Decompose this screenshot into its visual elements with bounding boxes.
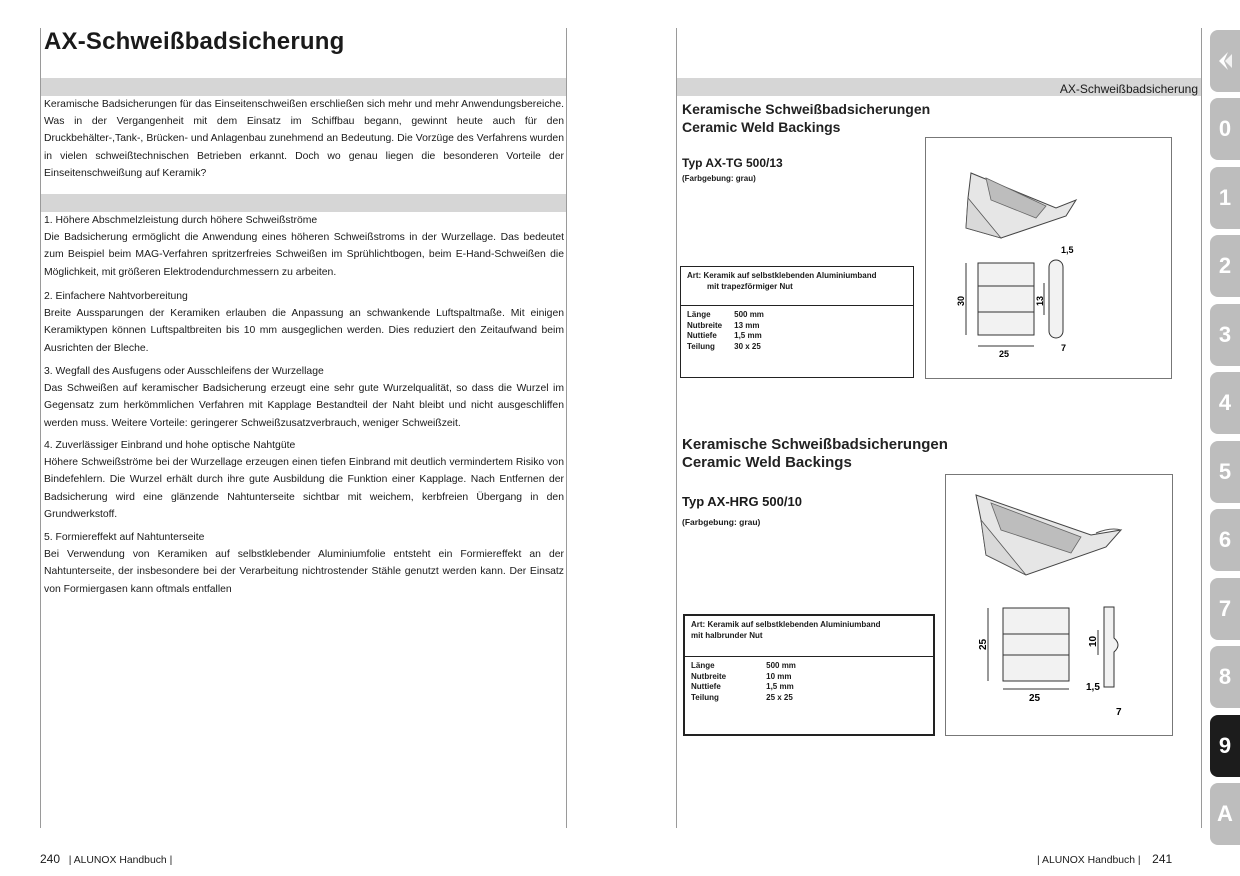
tab-chapter-6[interactable] (1210, 509, 1240, 571)
product-1-art (681, 267, 913, 295)
dim-thick: 7 (1061, 343, 1067, 353)
product-1-specbox (680, 266, 914, 378)
tab-logo[interactable] (1210, 30, 1240, 92)
product-2-color: (Farbgebung: grau) (682, 517, 761, 527)
product-1-type: Typ AX-TG 500/13 (682, 156, 783, 170)
product-2-title-de: Keramische Schweißbadsicherungen (682, 436, 948, 453)
spec-label: Länge (691, 661, 715, 670)
table-row (691, 693, 808, 704)
product-2-art-line2: mit halbrunder Nut (691, 631, 763, 640)
section-3-text: Das Schweißen auf keramischer Badsicherung erzeugt eine sehr gute Wurzelqualität, so dass die Wurzel im Gegensatz zum herkömmlichen Verfahren mit Kapplage Bestandteil der Naht bleibt und nicht ausgeschliffen werden muss. Weitere Vorteile: geringerer Schweißzusatzverbrauch, weniger Schweißzeit. (44, 383, 564, 429)
table-row (687, 310, 776, 321)
section-1-text: Die Badsicherung ermöglicht die Anwendung eines höheren Schweißstroms in der Wurzellage. Das bedeutet zum Beispiel beim MAG-Verfahren spritzerfreies Schweißen im Sprühlichtbogen, beim E-Hand-Schweißen die Möglichkeit, mit größeren Elektrodendurchmessern zu arbeiten. (44, 232, 564, 278)
dim-groove: 10 (1088, 635, 1099, 647)
tab-chapter-3[interactable] (1210, 304, 1240, 366)
tab-chapter-4[interactable] (1210, 372, 1240, 434)
tab-chapter-7[interactable] (1210, 578, 1240, 640)
footer-left (40, 852, 172, 866)
dim-height: 25 (978, 638, 989, 650)
spec-label: Nuttiefe (687, 331, 717, 340)
spec-value: 30 x 25 (734, 341, 761, 351)
page-number-right: 241 (1152, 852, 1173, 866)
spec-value: 1,5 mm (766, 682, 794, 691)
tab-label: 1 (1218, 185, 1232, 210)
tab-label: 0 (1218, 116, 1232, 141)
section-1-heading: 1. Höhere Abschmelzleistung durch höhere Schweißströme (44, 215, 318, 226)
dim-depth: 1,5 (1086, 682, 1100, 693)
product-2-type: Typ AX-HRG 500/10 (682, 494, 802, 509)
product-1-color: (Farbgebung: grau) (682, 174, 756, 183)
product-2-art-line1: Art: Keramik auf selbstklebenden Aluminiumband (691, 620, 881, 629)
tab-chapter-9[interactable] (1210, 715, 1240, 777)
tab-label: 9 (1218, 733, 1232, 758)
table-row (687, 321, 776, 332)
table-row (691, 661, 808, 672)
tab-label: A (1217, 801, 1233, 826)
section-5-heading: 5. Formiereffekt auf Nahtunterseite (44, 532, 205, 543)
page-title: AX-Schweißbadsicherung (44, 28, 345, 55)
product-2-spec-table (691, 661, 808, 703)
product-1-spec-divider (681, 305, 913, 306)
section-1 (44, 212, 564, 281)
section-3 (44, 363, 564, 432)
spec-label: Nutbreite (687, 320, 723, 330)
left-gray-band-2 (41, 194, 566, 212)
dim-width: 25 (999, 349, 1010, 359)
section-3-heading: 3. Wegfall des Ausfugens oder Ausschleifens der Wurzellage (44, 366, 324, 377)
tab-chapter-1[interactable] (1210, 167, 1240, 229)
product-1-title-de: Keramische Schweißbadsicherungen (682, 101, 931, 117)
tab-label: 4 (1218, 390, 1232, 415)
product-2-spec-divider (685, 656, 933, 657)
tab-label: 8 (1218, 664, 1232, 689)
section-2 (44, 288, 564, 357)
footer-left-text: | ALUNOX Handbuch | (68, 855, 173, 866)
product-2-art (685, 616, 933, 644)
page-number-left: 240 (40, 852, 61, 866)
right-page-border-left (676, 28, 677, 828)
product-2-title-en: Ceramic Weld Backings (682, 454, 852, 471)
tab-label: 7 (1218, 596, 1232, 621)
spec-value: 500 mm (766, 661, 796, 670)
tab-label: 2 (1218, 253, 1232, 278)
spec-value: 25 x 25 (766, 692, 793, 702)
product-1-spec-table (687, 310, 776, 352)
tab-label: 3 (1218, 322, 1232, 347)
product-2-specbox (683, 614, 935, 736)
left-gray-band-1 (41, 78, 566, 96)
spec-label: Nuttiefe (691, 682, 721, 691)
product-2-drawing (945, 474, 1173, 736)
product-1-title (682, 100, 930, 136)
left-page-border-left (40, 28, 41, 828)
intro-paragraph: Keramische Badsicherungen für das Einseitenschweißen erschließen sich mehr und mehr Anwendungsbereiche. Was in der Vergangenheit mit dem Einsatz im Schiffbau begann, gewinnt heute auch für den Druckbehälter-,Tank-, Brücken- und Anlagenbau zunehmend an Bedeutung. Die Vorzüge des Verfahrens wurden in vielen schweißtechnischen Betrieben erkannt. Doch wo genau liegen die besonderen Vorteile der Einseitenschweißung auf Keramik? (44, 99, 564, 179)
spec-value: 500 mm (734, 310, 764, 319)
tab-chapter-5[interactable] (1210, 441, 1240, 503)
section-5-text: Bei Verwendung von Keramiken auf selbstklebender Aluminiumfolie entsteht ein Formiereffekt an der Nahtunterseite, der insbesondere bei der Verarbeitung nichtrostender Stähle genutzt werden kann. Der Einsatz von Formiergasen kann oftmals entfallen (44, 549, 564, 595)
section-4-text: Höhere Schweißströme bei der Wurzellage erzeugen einen tiefen Einbrand mit deutlich vermindertem Risiko von Bindefehlern. Die Wurzel erhält durch ihre gute Ausbildung die Funktion einer Kapplage. Nach Entfernen der Badsicherung wird eine glänzende Nahtunterseite sichtbar mit weichem, kerbfreien Übergang in den Grundwerkstoff. (44, 457, 564, 520)
tab-chapter-0[interactable] (1210, 98, 1240, 160)
right-page-header: AX-Schweißbadsicherung (1059, 82, 1198, 96)
product-1-title-en: Ceramic Weld Backings (682, 119, 841, 135)
spec-label: Länge (687, 310, 711, 319)
left-page-border-right (566, 28, 567, 828)
dim-width: 25 (1029, 693, 1041, 704)
dim-height: 30 (956, 295, 966, 306)
product-2-title (682, 436, 948, 472)
alunox-logo-icon (1210, 30, 1240, 92)
tab-label: 6 (1218, 527, 1232, 552)
table-row (691, 672, 808, 683)
section-2-text: Breite Aussparungen der Keramiken erlauben die Anpassung an schwankende Luftspaltmaße. Mit einigen Keramiktypen können Luftspaltbreiten bis 10 mm ausgeglichen werden. Dies reduziert den Zeitaufwand beim Ausrichten der Bleche. (44, 308, 564, 354)
footer-right-text: | ALUNOX Handbuch | (1037, 855, 1141, 866)
dim-depth: 1,5 (1061, 245, 1074, 255)
tab-chapter-a[interactable] (1210, 783, 1240, 845)
footer-right (1037, 852, 1172, 866)
section-4 (44, 437, 564, 523)
table-row (691, 682, 808, 693)
right-page-border-right (1201, 28, 1202, 828)
spec-value: 10 mm (766, 671, 792, 681)
spec-value: 13 mm (734, 320, 760, 330)
section-2-heading: 2. Einfachere Nahtvorbereitung (44, 291, 188, 302)
table-row (687, 331, 776, 342)
section-5 (44, 529, 564, 598)
tab-label: 5 (1218, 459, 1232, 484)
dim-groove: 13 (1035, 295, 1045, 306)
tab-chapter-2[interactable] (1210, 235, 1240, 297)
spec-label: Nutbreite (691, 671, 727, 681)
product-2-technical-drawing (946, 475, 1172, 735)
product-1-art-line1: Art: Keramik auf selbstklebenden Aluminiumband (687, 271, 877, 280)
spec-value: 1,5 mm (734, 331, 762, 340)
spec-label: Teilung (687, 341, 715, 351)
section-4-heading: 4. Zuverlässiger Einbrand und hohe optische Nahtgüte (44, 440, 296, 451)
tab-chapter-8[interactable] (1210, 646, 1240, 708)
product-1-art-line2: mit trapezförmiger Nut (707, 282, 793, 291)
product-1-drawing (925, 137, 1172, 379)
dim-thick: 7 (1116, 707, 1122, 718)
spec-label: Teilung (691, 692, 719, 702)
product-1-technical-drawing (926, 138, 1171, 378)
table-row (687, 342, 776, 353)
